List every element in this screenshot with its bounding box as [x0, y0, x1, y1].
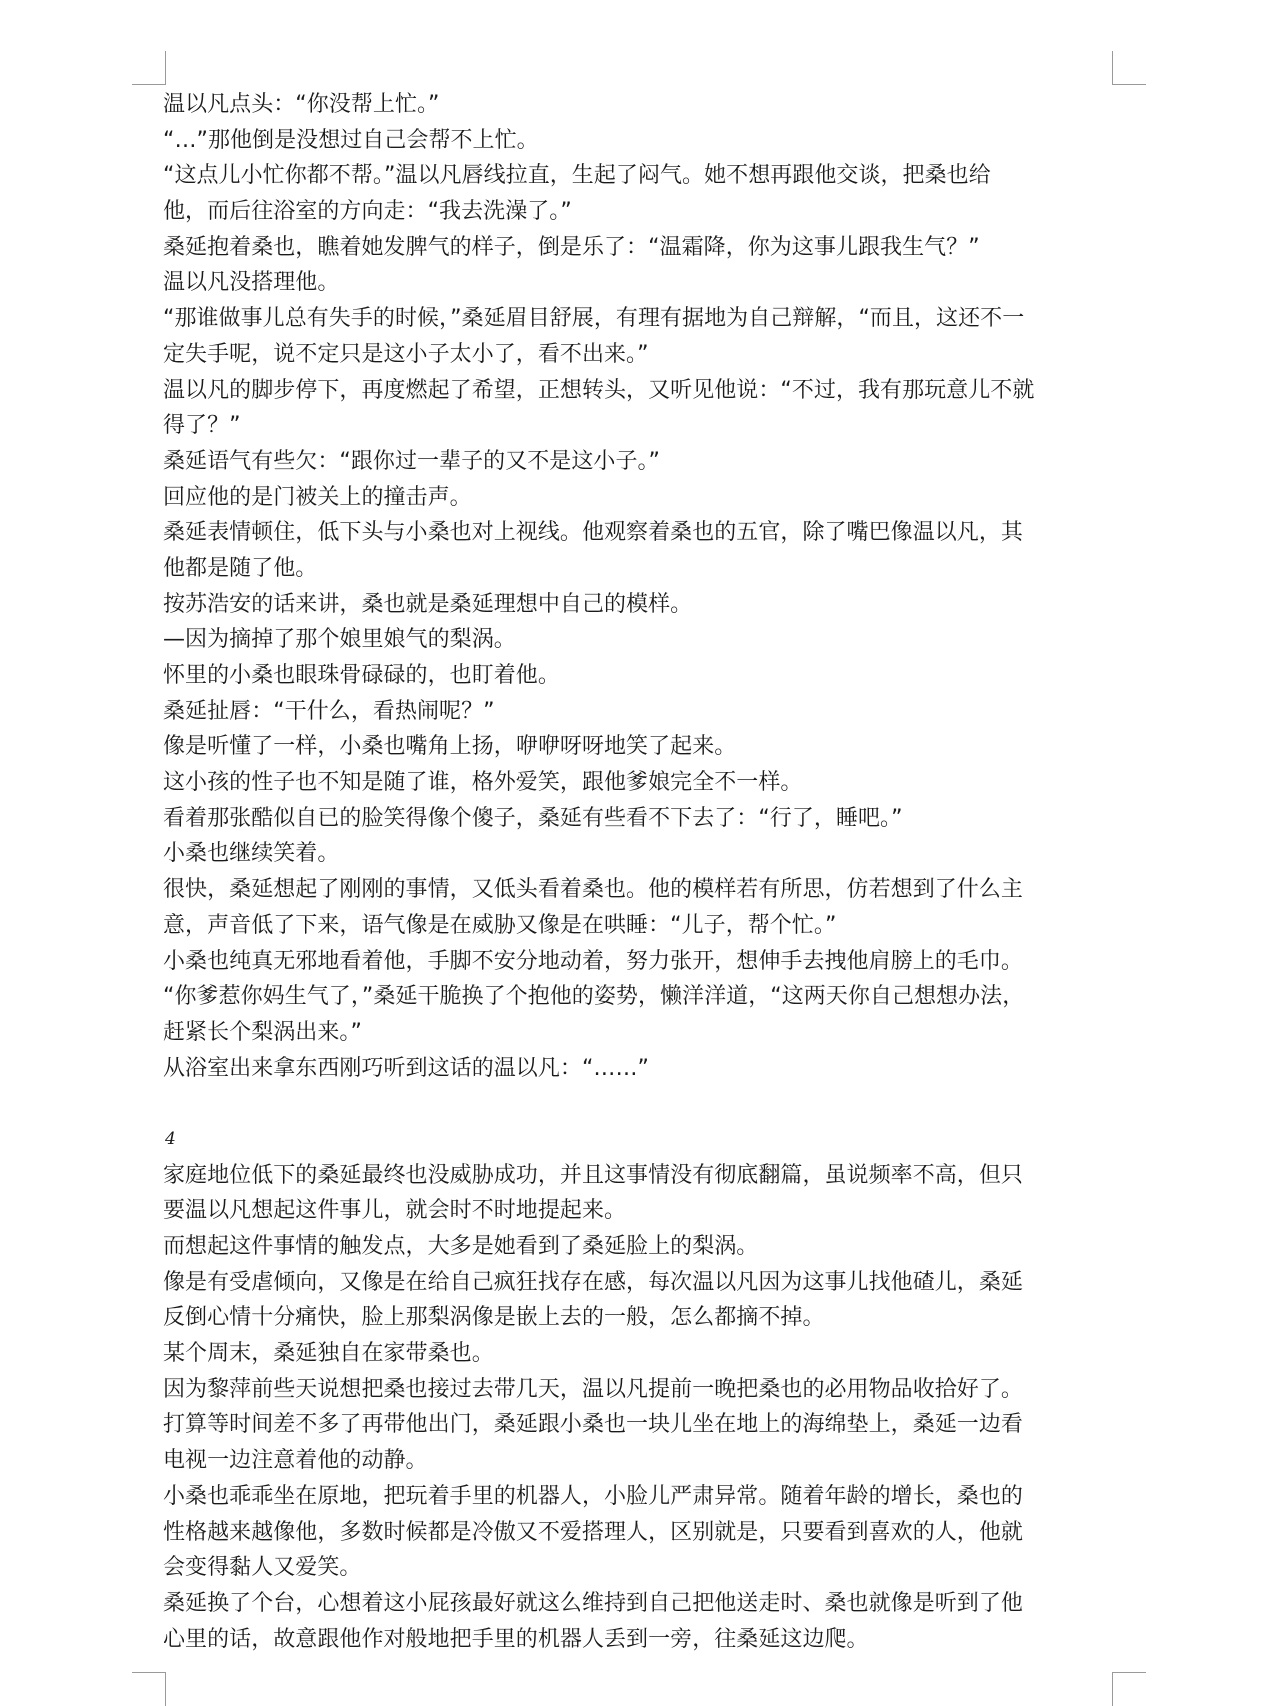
section-b — [163, 1158, 1128, 1658]
text-line: 桑延扯唇：“干什么，看热闹呢？” — [163, 698, 495, 724]
text-line: 桑延语气有些欠：“跟你过一辈子的又不是这小子。” — [163, 448, 660, 474]
text-line: 得了？” — [163, 413, 241, 439]
text-line: 这小孩的性子也不知是随了谁，格外爱笑，跟他爹娘完全不一样。 — [163, 770, 803, 796]
text-line: “那谁做事儿总有失手的时候，”桑延眉目舒展，有理有据地为自己辩解，“而且，这还不一 — [163, 306, 1025, 332]
text-line: 而想起这件事情的触发点，大多是她看到了桑延脸上的梨涡。 — [163, 1234, 759, 1259]
text-line: 温以凡的脚步停下，再度燃起了希望，正想转头，又听见他说：“不过，我有那玩意儿不就 — [163, 377, 1035, 403]
page-corner-mark-top-right — [1112, 51, 1146, 85]
page-corner-mark-top-left — [132, 51, 166, 85]
text-line: 很快，桑延想起了刚刚的事情，又低头看着桑也。他的模样若有所思，仿若想到了什么主 — [163, 877, 1023, 903]
chapter-number: 4 — [165, 1128, 176, 1149]
text-line: 意，声音低了下来，语气像是在威胁又像是在哄睡：“儿子，帮个忙。” — [163, 912, 837, 938]
text-line: 某个周末，桑延独自在家带桑也。 — [163, 1341, 494, 1367]
text-line: 小桑也纯真无邪地看着他，手脚不安分地动着，努力张开，想伸手去拽他肩膀上的毛巾。 — [163, 948, 1023, 974]
text-line: 赶紧长个梨涡出来。” — [163, 1019, 362, 1045]
text-line: 反倒心情十分痛快，脸上那梨涡像是嵌上去的一般，怎么都摘不掉。 — [163, 1305, 825, 1331]
text-line: 怀里的小桑也眼珠骨碌碌的，也盯着他。 — [163, 663, 560, 688]
page-corner-mark-bottom-right — [1112, 1672, 1146, 1706]
text-line: 性格越来越像他，多数时候都是冷傲又不爱搭理人，区别就是，只要看到喜欢的人，他就 — [163, 1519, 1023, 1545]
text-line: 小桑也继续笑着。 — [163, 841, 340, 867]
text-line: 小桑也乖乖坐在原地，把玩着手里的机器人，小脸儿严肃异常。随着年龄的增长，桑也的 — [163, 1483, 1023, 1509]
text-line: 家庭地位低下的桑延最终也没威胁成功，并且这事情没有彻底翻篇，虽说频率不高，但只 — [163, 1162, 1023, 1188]
text-line: 会变得黏人又爱笑。 — [163, 1555, 362, 1581]
text-line: 看着那张酷似自已的脸笑得像个傻子，桑延有些看不下去了：“行了，睡吧。” — [163, 805, 903, 831]
text-line: 要温以凡想起这件事儿，就会时不时地提起来。 — [163, 1198, 627, 1224]
blank-line — [163, 1086, 1128, 1122]
page-corner-mark-bottom-left — [132, 1672, 166, 1706]
text-line: 像是听懂了一样，小桑也嘴角上扬，咿咿呀呀地笑了起来。 — [163, 734, 737, 760]
text-line: 桑延表情顿住，低下头与小桑也对上视线。他观察着桑也的五官，除了嘴巴像温以凡，其 — [163, 520, 1023, 546]
text-line: —因为摘掉了那个娘里娘气的梨涡。 — [163, 627, 516, 653]
text-line: 按苏浩安的话来讲，桑也就是桑延理想中自己的模样。 — [163, 591, 693, 617]
text-line: “这点儿小忙你都不帮。”温以凡唇线拉直，生起了闷气。她不想再跟他交谈，把桑也给 — [163, 163, 991, 189]
text-line: 心里的话，故意跟他作对般地把手里的机器人丢到一旁，往桑延这边爬。 — [163, 1626, 869, 1652]
text-line: 回应他的是门被关上的撞击声。 — [163, 484, 472, 510]
text-line: 从浴室出来拿东西刚巧听到这话的温以凡：“……” — [163, 1055, 649, 1081]
text-line: 温以凡点头：“你没帮上忙。” — [163, 92, 440, 117]
section-a — [163, 87, 1128, 1086]
document-body — [163, 87, 1128, 1657]
text-line: 像是有受虐倾向，又像是在给自己疯狂找存在感，每次温以凡因为这事儿找他碴儿，桑延 — [163, 1269, 1023, 1295]
text-line: 定失手呢，说不定只是这小子太小了，看不出来。” — [163, 341, 649, 367]
text-line: 电视一边注意着他的动静。 — [163, 1448, 428, 1474]
text-line: 桑延抱着桑也，瞧着她发脾气的样子，倒是乐了：“温霜降，你为这事儿跟我生气？” — [163, 234, 980, 260]
text-line: “你爹惹你妈生气了，”桑延干脆换了个抱他的姿势，懒洋洋道，“这两天你自己想想办法， — [163, 984, 1025, 1010]
text-line: 他，而后往浴室的方向走：“我去洗澡了。” — [163, 199, 572, 225]
text-line: “…”那他倒是没想过自己会帮不上忙。 — [163, 127, 539, 153]
text-line: 他都是随了他。 — [163, 555, 318, 581]
text-line: 桑延换了个台，心想着这小屁孩最好就这么维持到自己把他送走时、桑也就像是听到了他 — [163, 1590, 1023, 1616]
text-line: 因为黎萍前些天说想把桑也接过去带几天，温以凡提前一晚把桑也的必用物品收拾好了。 — [163, 1376, 1023, 1402]
text-line: 温以凡没搭理他。 — [163, 270, 340, 296]
text-line: 打算等时间差不多了再带他出门，桑延跟小桑也一块儿坐在地上的海绵垫上，桑延一边看 — [163, 1412, 1023, 1438]
